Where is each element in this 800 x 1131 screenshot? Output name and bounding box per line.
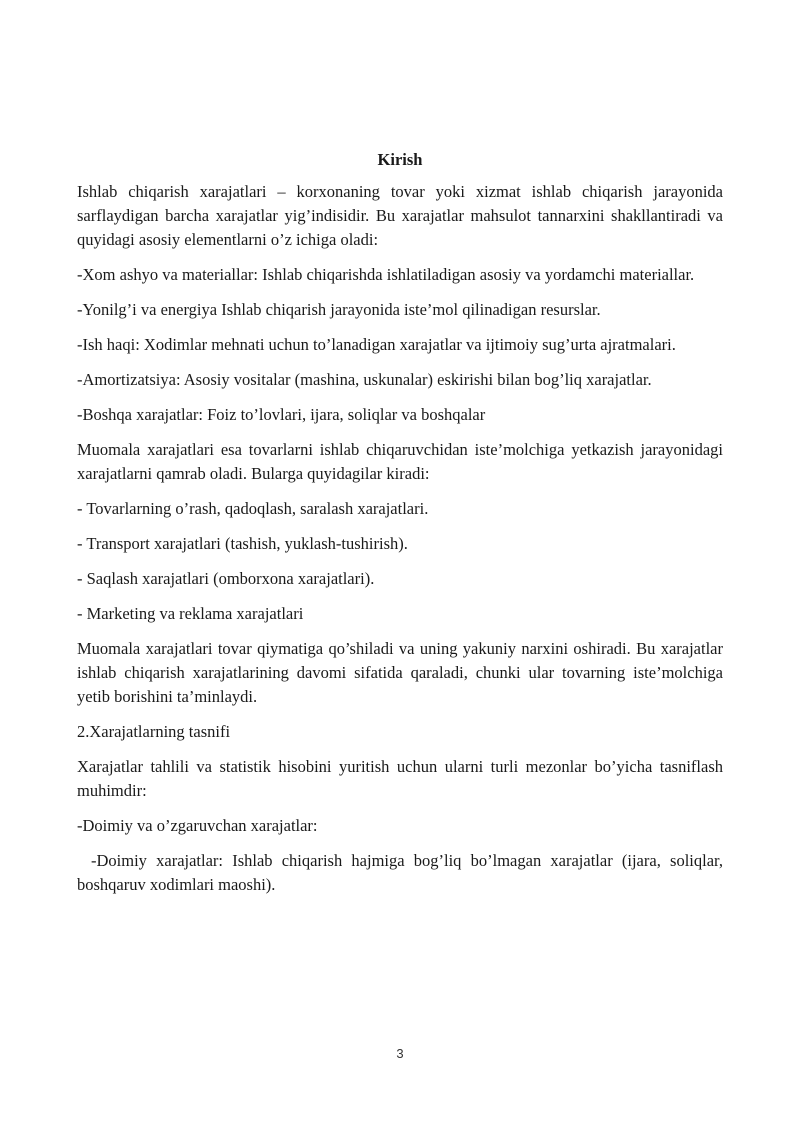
distribution-costs-paragraph: Muomala xarajatlari esa tovarlarni ishlab chiqaruvchidan iste’molchiga yetkazish jarayonidagi xarajatlarni qamrab oladi. Bularga quyidagilar kiradi: [77, 440, 723, 483]
page-number: 3 [396, 1046, 404, 1061]
list-item-fuel-energy: -Yonilg’i va energiya Ishlab chiqarish jarayonida iste’mol qilinadigan resurslar. [77, 300, 601, 319]
page-content [77, 148, 723, 908]
list-item-marketing: - Marketing va reklama xarajatlari [77, 604, 304, 623]
section-heading: Kirish [377, 150, 423, 169]
list-item-transport: - Transport xarajatlari (tashish, yuklash-tushirish). [77, 534, 408, 553]
list-item-other-costs: -Boshqa xarajatlar: Foiz to’lovlari, ijara, soliqlar va boshqalar [77, 405, 486, 424]
classification-paragraph: Xarajatlar tahlili va statistik hisobini yuritish uchun ularni turli mezonlar bo’yicha tasniflash muhimdir: [77, 757, 723, 800]
list-item-depreciation: -Amortizatsiya: Asosiy vositalar (mashina, uskunalar) eskirishi bilan bog’liq xarajatlar. [77, 370, 652, 389]
distribution-summary-paragraph: Muomala xarajatlari tovar qiymatiga qo’shiladi va uning yakuniy narxini oshiradi. Bu xarajatlar ishlab chiqarish xarajatlarining davomi sifatida qaraladi, chunki ular tovarning iste’molchiga yetib borishini ta’minlaydi. [77, 639, 723, 706]
list-item-packaging: - Tovarlarning o’rash, qadoqlash, saralash xarajatlari. [77, 499, 429, 518]
list-item-storage: - Saqlash xarajatlari (omborxona xarajatlari). [77, 569, 375, 588]
list-item-fixed-costs: -Doimiy xarajatlar: Ishlab chiqarish hajmiga bog’liq bo’lmagan xarajatlar (ijara, soliqlar, boshqaruv xodimlari maoshi). [77, 851, 723, 894]
intro-paragraph: Ishlab chiqarish xarajatlari – korxonaning tovar yoki xizmat ishlab chiqarish jarayonida sarflaydigan barcha xarajatlar yig’indisidir. Bu xarajatlar mahsulot tannarxini shakllantiradi va quyidagi asosiy elementlarni o’z ichiga oladi: [77, 182, 723, 249]
list-item-raw-materials: -Xom ashyo va materiallar: Ishlab chiqarishda ishlatiladigan asosiy va yordamchi materiallar. [77, 265, 695, 284]
list-item-wages: -Ish haqi: Xodimlar mehnati uchun to’lanadigan xarajatlar va ijtimoiy sug’urta ajratmalari. [77, 335, 676, 354]
list-item-fixed-variable: -Doimiy va o’zgaruvchan xarajatlar: [77, 816, 318, 835]
subsection-heading: 2.Xarajatlarning tasnifi [77, 722, 231, 741]
